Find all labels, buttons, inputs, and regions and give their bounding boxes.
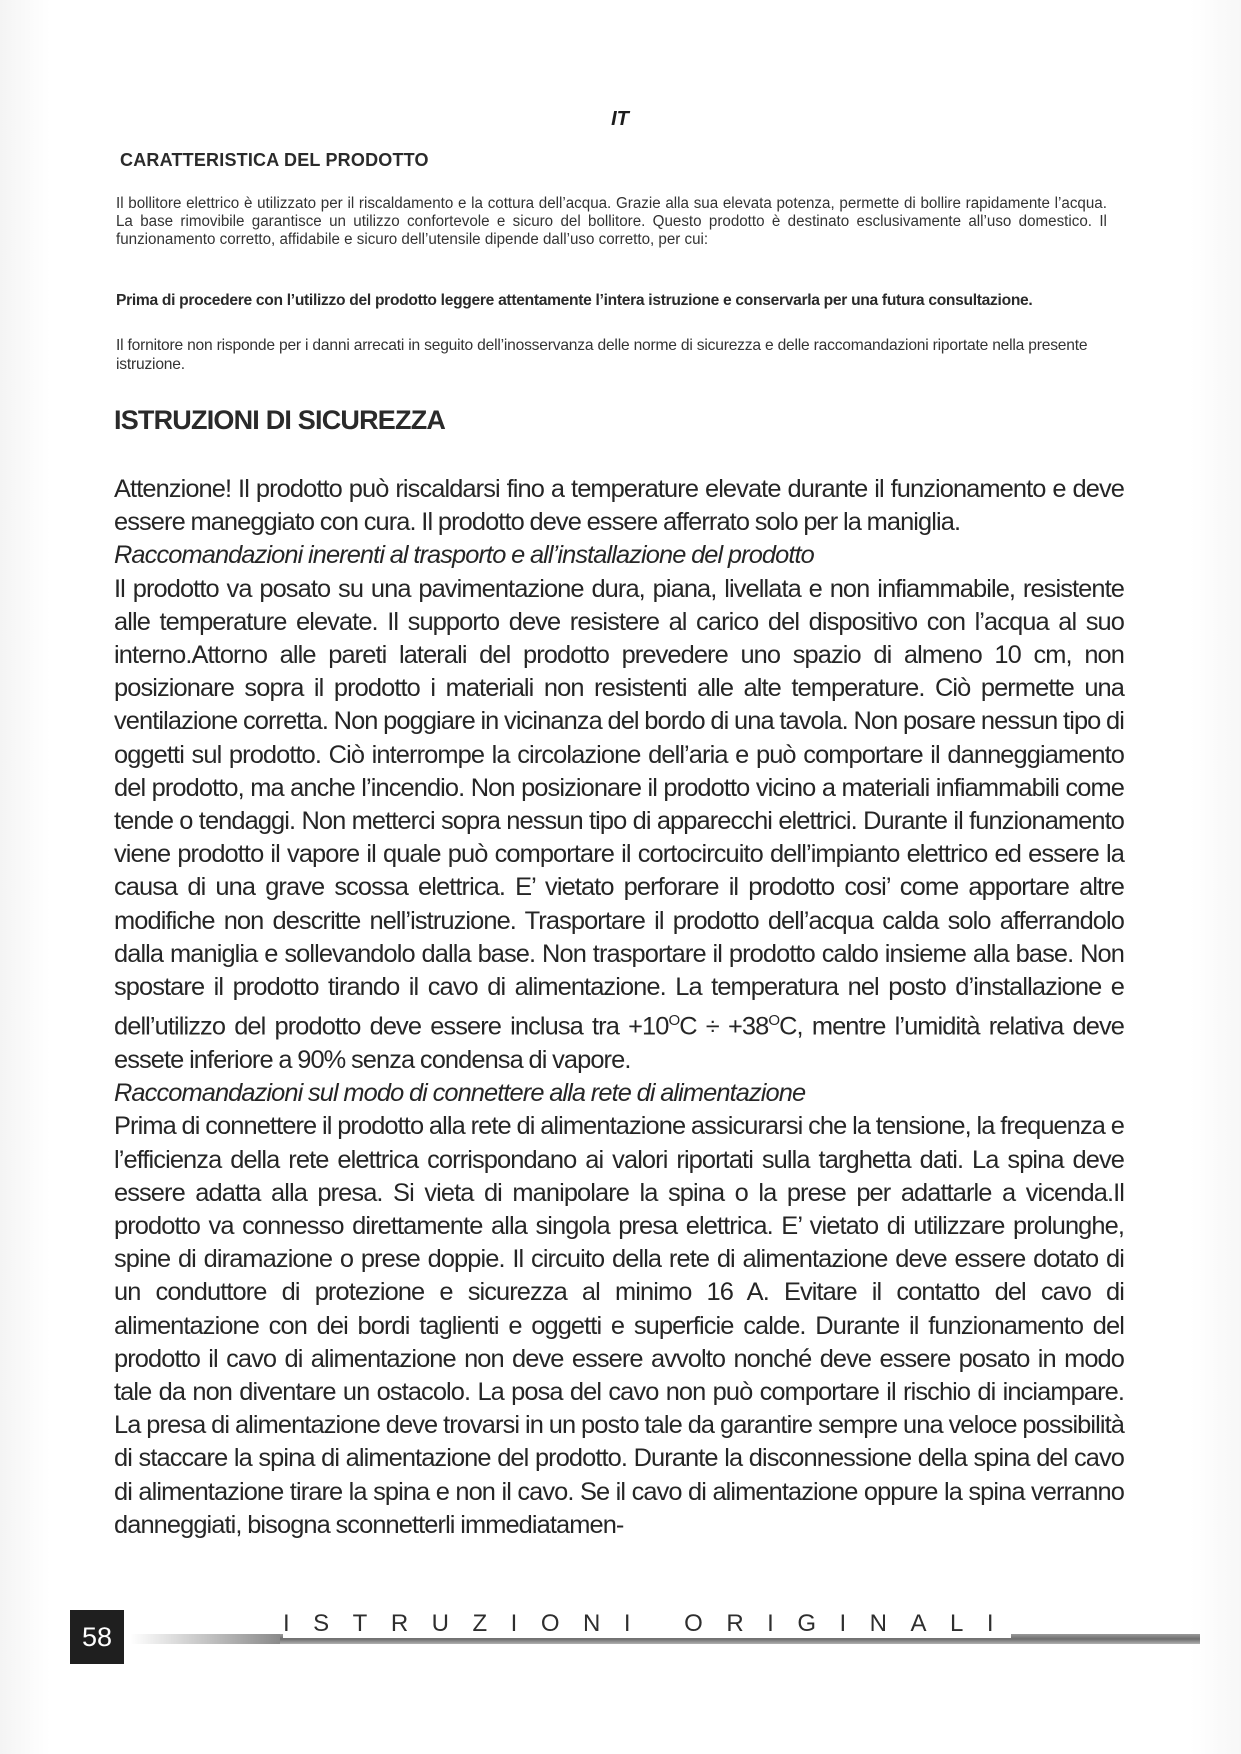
humidity-text: C, mentre l’umidità relativa deve essete inferiore a 90% senza condensa di vapore. [114,1012,1124,1074]
footer-rule-fade [130,1634,280,1644]
degree-sign-2: O [768,1012,780,1030]
page-number: 58 [70,1610,124,1664]
product-intro-paragraph: Il bollitore elettrico è utilizzato per il riscaldamento e la cottura dell’acqua. Grazie alla sua elevata potenza, permette di bollire rapidamente l’acqua. La base rimovibile garantisce un utilizzo confortevole e sicuro del bollitore. Questo prodotto è destinato esclusivamente all’uso domestico. Il funzionamento corretto, affidabile e sicuro dell’utensile dipende dall’uso corretto, per cui: [116,195,1107,248]
temperature-range-mid: C ÷ +38 [679,1012,769,1041]
power-paragraph: Prima di connettere il prodotto alla rete di alimentazione assicurarsi che la tensione, la frequenza e l’efficienza della rete elettrica corrispondano ai valori riportati sulla targhetta dati. La spina deve essere adatta alla presa. Si vieta di manipolare la spina o la prese per adattarle a vicenda.Il prodotto va connesso direttamente alla singola presa elettrica. E’ vietato di utilizzare prolunghe, spine di diramazione o prese doppie. Il circuito della rete di alimentazione deve essere dotato di un conduttore di protezione e sicurezza al minimo 16 A. Evitare il contatto del cavo di alimentazione con dei bordi taglienti e oggetti e superficie calde. Durante il funzionamento del prodotto il cavo di alimentazione non deve essere avvolto nonché deve essere posato in modo tale da non diventare un ostacolo. La posa del cavo non può comportare il rischio di inciampare. La presa di alimentazione deve trovarsi in un posto tale da garantire sempre una veloce possibilità di staccare la spina di alimentazione del prodotto. Durante la disconnessione della spina del cavo di alimentazione tirare la spina e non il cavo. Se il cavo di alimentazione oppure la spina verranno danneggiati, bisogna sconnetterli immediatamen- [114,1112,1124,1539]
transport-subheading: Raccomandazioni inerenti al trasporto e all’installazione del prodotto [114,541,814,570]
safety-section-heading: ISTRUZIONI DI SICUREZZA [114,405,446,435]
safety-body [114,473,1124,1542]
degree-sign-1: O [668,1012,680,1030]
attention-paragraph: Attenzione! Il prodotto può riscaldarsi fino a temperature elevate durante il funzionamento e deve essere maneggiato con cura. Il prodotto deve essere afferrato solo per la maniglia. [114,475,1124,537]
read-instructions-warning: Prima di procedere con l’utilizzo del prodotto leggere attentamente l’intera istruzione e conservarla per una futura consultazione. [116,292,1033,309]
transport-text: Il prodotto va posato su una pavimentazione dura, piana, livellata e non infiammabile, resistente alle temperature elevate. Il supporto deve resistere al carico del dispositivo con l’acqua al suo interno.Attorno alle pareti laterali del prodotto prevedere uno spazio di almeno 10 cm, non posizionare sopra il prodotto i materiali non resistenti alle alte temperature. Ciò permette una ventilazione corretta. Non poggiare in vicinanza del bordo di una tavola. Non posare nessun tipo di oggetti sul prodotto. Ciò interrompe la circolazione dell’aria e può comportare il danneggiamento del prodotto, ma anche l’incendio. Non posizionare il prodotto vicino a materiali infiammabili come tende o tendaggi. Non metterci sopra nessun tipo di apparecchi elettrici. Durante il funzionamento viene prodotto il vapore il quale può comportare il cortocircuito dell’impianto elettrico ed essere la causa di una grave scossa elettrica. E’ vietato perforare il prodotto cosi’ come apportare altre modifiche non descritte nell’istruzione. Trasportare il prodotto dell’acqua calda solo afferrandolo dalla maniglia e sollevandolo dalla base. Non trasportare il prodotto caldo insieme alla base. Non spostare il prodotto tirando il cavo di alimentazione. La temperatura nel posto d’installazione e dell’utilizzo del prodotto deve essere inclusa tra +10 [114,574,1125,1041]
power-subheading: Raccomandazioni sul modo di connettere alla rete di alimentazione [114,1079,806,1108]
transport-paragraph [114,573,1124,1078]
product-section-heading: CARATTERISTICA DEL PRODOTTO [120,150,429,170]
language-tag: IT [611,108,629,130]
footer-label: ISTRUZIONI ORIGINALI [283,1610,1018,1637]
liability-disclaimer: Il fornitore non risponde per i danni arrecati in seguito dell’inosservanza delle norme di sicurezza e delle raccomandazioni riportate nella presente istruzione. [116,337,1088,373]
